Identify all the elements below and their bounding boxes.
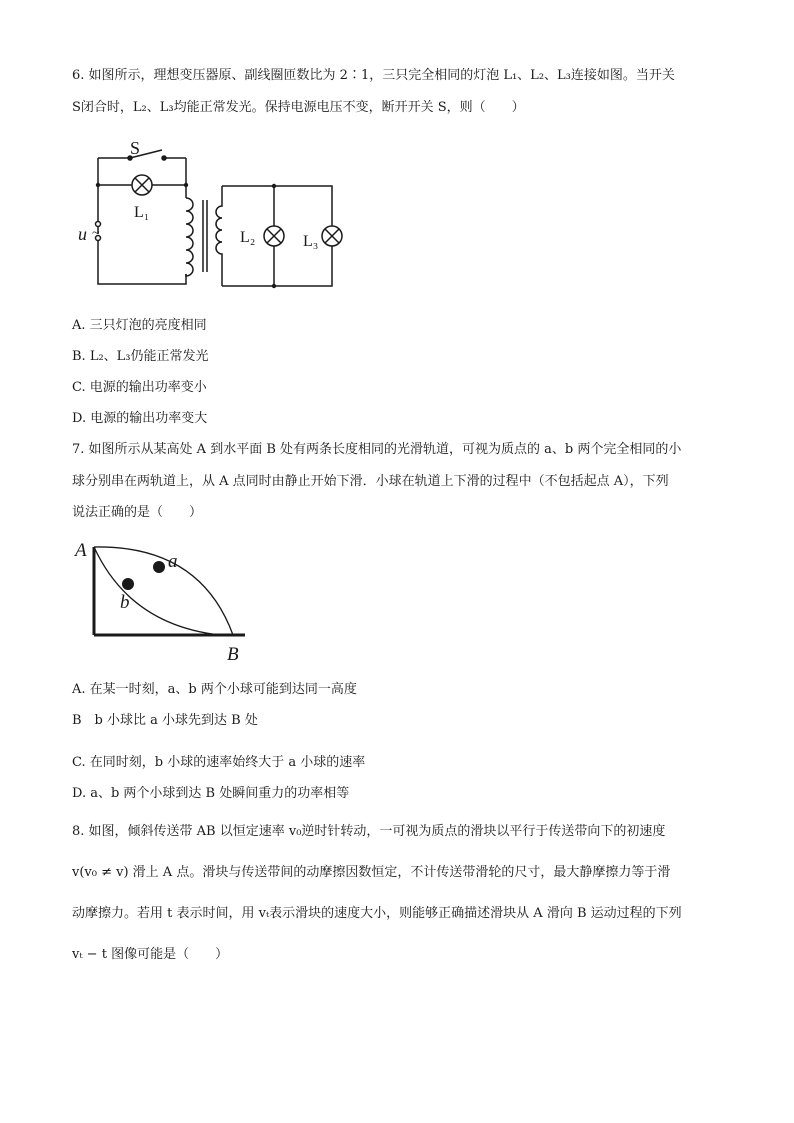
point-b-label: B bbox=[227, 644, 239, 665]
q6-option-a[interactable]: A. 三只灯泡的亮度相同 bbox=[72, 318, 207, 333]
l3-label: L₃ bbox=[303, 233, 319, 250]
q7-option-d[interactable]: D. a、b 两个小球到达 B 处瞬间重力的功率相等 bbox=[72, 786, 350, 801]
secondary-coil-icon bbox=[216, 186, 222, 286]
q7-stem-line1: 7. 如图所示从某高处 A 到水平面 B 处有两条长度相同的光滑轨道，可视为质点的 a、b 两个完全相同的小 bbox=[72, 442, 682, 457]
q6-option-d[interactable]: D. 电源的输出功率变大 bbox=[72, 411, 208, 426]
q7-stem-line3: 说法正确的是（ ） bbox=[72, 505, 203, 520]
q8-stem-line4: vₜ − t 图像可能是（ ） bbox=[72, 947, 229, 962]
q6-stem-line1: 6. 如图所示，理想变压器原、副线圈匝数比为 2∶1，三只完全相同的灯泡 L₁、L₂、L₃连接如图。当开关 bbox=[72, 68, 675, 83]
q6-circuit-diagram bbox=[70, 136, 370, 296]
q7-option-b[interactable]: B b 小球比 a 小球先到达 B 处 bbox=[72, 713, 258, 728]
q7-track-diagram bbox=[70, 535, 250, 665]
lamp-l2-icon bbox=[264, 226, 284, 246]
q7-option-c[interactable]: C. 在同时刻，b 小球的速率始终大于 a 小球的速率 bbox=[72, 755, 366, 770]
ball-b-label: b bbox=[120, 592, 130, 613]
q7-stem-line2: 球分别串在两轨道上，从 A 点同时由静止开始下滑．小球在轨道上下滑的过程中（不包括起点 A），下列 bbox=[72, 474, 669, 489]
ball-a bbox=[153, 561, 165, 573]
q8-stem-line3: 动摩擦力。若用 t 表示时间，用 vₜ表示滑块的速度大小，则能够正确描述滑块从 A 滑向 B 运动过程的下列 bbox=[72, 906, 682, 921]
switch-label: S bbox=[130, 138, 141, 158]
track-a bbox=[94, 547, 233, 635]
lamp-l3-icon bbox=[322, 226, 342, 246]
q6-stem-line2: S闭合时，L₂、L₃均能正常发光。保持电源电压不变，断开开关 S，则（ ） bbox=[72, 100, 525, 115]
track-b bbox=[94, 547, 220, 635]
source-label: u bbox=[78, 224, 87, 244]
l1-label: L₁ bbox=[134, 204, 150, 221]
switch-contact-right bbox=[162, 156, 166, 160]
ball-a-label: a bbox=[168, 551, 178, 572]
primary-coil-icon bbox=[186, 198, 193, 276]
q8-stem-line1: 8. 如图，倾斜传送带 AB 以恒定速率 v₀逆时针转动，一可视为质点的滑块以平行于传送带向下的初速度 bbox=[72, 824, 666, 839]
q7-option-a[interactable]: A. 在某一时刻，a、b 两个小球可能到达同一高度 bbox=[72, 682, 357, 697]
lamp-l1-icon bbox=[132, 175, 152, 195]
l2-label: L₂ bbox=[240, 229, 256, 246]
ball-b bbox=[122, 578, 134, 590]
q6-option-c[interactable]: C. 电源的输出功率变小 bbox=[72, 380, 207, 395]
source-symbol: ~ bbox=[92, 226, 100, 241]
q8-stem-line2: v(v₀ ≠ v) 滑上 A 点。滑块与传送带间的动摩擦因数恒定，不计传送带滑轮的尺寸，最大静摩擦力等于滑 bbox=[72, 865, 671, 880]
point-a-label: A bbox=[75, 540, 87, 561]
q6-option-b[interactable]: B. L₂、L₃仍能正常发光 bbox=[72, 349, 209, 364]
